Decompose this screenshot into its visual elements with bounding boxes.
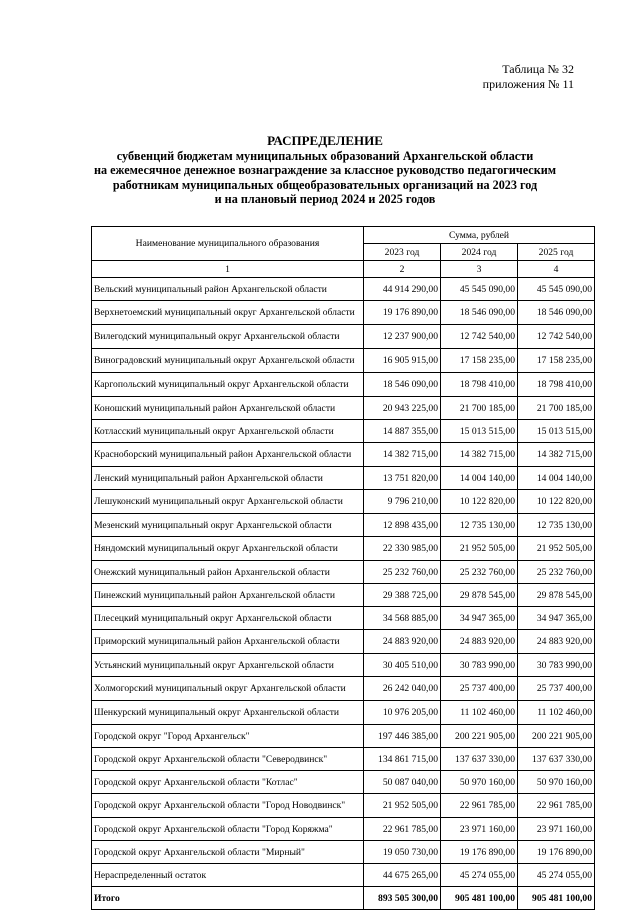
amount-2024: 15 013 515,00: [441, 420, 518, 443]
table-row: [92, 349, 595, 373]
amount-2024: 12 742 540,00: [441, 325, 518, 349]
amount-2024: 17 158 235,00: [441, 349, 518, 373]
municipality-name: Городской округ Архангельской области "Мирный": [92, 841, 364, 864]
total-2024: 905 481 100,00: [441, 887, 518, 910]
amount-2023: 14 887 355,00: [364, 420, 441, 443]
table-row: [92, 325, 595, 349]
amount-2023: 19 176 890,00: [364, 301, 441, 325]
municipality-name: Плесецкий муниципальный округ Архангельской области: [92, 607, 364, 630]
table-row: [92, 397, 595, 420]
municipality-name: Пинежский муниципальный район Архангельской области: [92, 584, 364, 607]
amount-2024: 29 878 545,00: [441, 584, 518, 607]
amount-2023: 26 242 040,00: [364, 677, 441, 701]
amount-2024: 10 122 820,00: [441, 490, 518, 514]
amount-2023: 16 905 915,00: [364, 349, 441, 373]
table-row: [92, 490, 595, 514]
municipality-name: Нераспределенный остаток: [92, 864, 364, 887]
table-row: [92, 537, 595, 561]
table-row: [92, 278, 595, 301]
amount-2024: 19 176 890,00: [441, 841, 518, 864]
municipality-name: Устьянский муниципальный округ Архангельской области: [92, 654, 364, 677]
amount-2023: 34 568 885,00: [364, 607, 441, 630]
table-row: [92, 373, 595, 397]
amount-2023: 44 675 265,00: [364, 864, 441, 887]
amount-2024: 18 798 410,00: [441, 373, 518, 397]
amount-2024: 23 971 160,00: [441, 818, 518, 841]
table-row: [92, 654, 595, 677]
amount-2024: 34 947 365,00: [441, 607, 518, 630]
municipality-name: Городской округ Архангельской области "Котлас": [92, 771, 364, 794]
amount-2025: 14 382 715,00: [518, 443, 595, 467]
table-row: [92, 841, 595, 864]
amount-2023: 12 237 900,00: [364, 325, 441, 349]
table-row: [92, 677, 595, 701]
amount-2025: 14 004 140,00: [518, 467, 595, 490]
amount-2023: 29 388 725,00: [364, 584, 441, 607]
column-header-year-2024: 2024 год: [441, 244, 518, 261]
amount-2025: 34 947 365,00: [518, 607, 595, 630]
title-heading: РАСПРЕДЕЛЕНИЕ: [267, 133, 383, 148]
table-row: [92, 607, 595, 630]
total-2023: 893 505 300,00: [364, 887, 441, 910]
amount-2024: 14 382 715,00: [441, 443, 518, 467]
title-line-4: и на плановый период 2024 и 2025 годов: [214, 192, 436, 206]
title-line-1: субвенций бюджетам муниципальных образований Архангельской области: [116, 148, 534, 163]
column-number: 1: [92, 261, 364, 278]
table-row: [92, 771, 595, 794]
title-line-2: на ежемесячное денежное вознаграждение за классное руководство педагогическим: [93, 163, 557, 177]
amount-2025: 11 102 460,00: [518, 701, 595, 725]
municipality-name: Каргопольский муниципальный округ Архангельской области: [92, 373, 364, 397]
appendix-number: приложения № 11: [482, 77, 574, 91]
municipality-name: Коношский муниципальный район Архангельской области: [92, 397, 364, 420]
total-row: [92, 887, 595, 910]
table-row: [92, 584, 595, 607]
distribution-table: [91, 226, 595, 910]
column-header-year-2025: 2025 год: [518, 244, 595, 261]
amount-2023: 20 943 225,00: [364, 397, 441, 420]
amount-2024: 137 637 330,00: [441, 748, 518, 771]
municipality-name: Вельский муниципальный район Архангельской области: [92, 278, 364, 301]
table-row: [92, 443, 595, 467]
amount-2023: 25 232 760,00: [364, 561, 441, 584]
amount-2025: 29 878 545,00: [518, 584, 595, 607]
amount-2023: 44 914 290,00: [364, 278, 441, 301]
amount-2025: 22 961 785,00: [518, 794, 595, 818]
amount-2024: 21 700 185,00: [441, 397, 518, 420]
amount-2023: 10 976 205,00: [364, 701, 441, 725]
title-line-3: работникам муниципальных общеобразовательных организаций на 2023 год: [112, 177, 538, 192]
municipality-name: Вилегодский муниципальный округ Архангельской области: [92, 325, 364, 349]
amount-2024: 45 545 090,00: [441, 278, 518, 301]
column-header-year-2023: 2023 год: [364, 244, 441, 261]
amount-2024: 200 221 905,00: [441, 725, 518, 748]
amount-2025: 24 883 920,00: [518, 630, 595, 654]
amount-2025: 19 176 890,00: [518, 841, 595, 864]
table-row: [92, 467, 595, 490]
amount-2025: 15 013 515,00: [518, 420, 595, 443]
column-number: 3: [441, 261, 518, 278]
amount-2023: 19 050 730,00: [364, 841, 441, 864]
amount-2023: 18 546 090,00: [364, 373, 441, 397]
municipality-name: Ленский муниципальный район Архангельской области: [92, 467, 364, 490]
amount-2025: 21 700 185,00: [518, 397, 595, 420]
municipality-name: Холмогорский муниципальный округ Архангельской области: [92, 677, 364, 701]
table-row: [92, 818, 595, 841]
amount-2025: 25 232 760,00: [518, 561, 595, 584]
amount-2023: 24 883 920,00: [364, 630, 441, 654]
amount-2024: 45 274 055,00: [441, 864, 518, 887]
amount-2023: 12 898 435,00: [364, 514, 441, 537]
municipality-name: Городской округ "Город Архангельск": [92, 725, 364, 748]
amount-2024: 50 970 160,00: [441, 771, 518, 794]
municipality-name: Верхнетоемский муниципальный округ Архангельской области: [92, 301, 364, 325]
amount-2025: 21 952 505,00: [518, 537, 595, 561]
amount-2023: 9 796 210,00: [364, 490, 441, 514]
amount-2024: 22 961 785,00: [441, 794, 518, 818]
amount-2024: 25 232 760,00: [441, 561, 518, 584]
amount-2023: 13 751 820,00: [364, 467, 441, 490]
table-row: [92, 864, 595, 887]
amount-2023: 197 446 385,00: [364, 725, 441, 748]
table-row: [92, 420, 595, 443]
column-number: 4: [518, 261, 595, 278]
municipality-name: Онежский муниципальный район Архангельской области: [92, 561, 364, 584]
amount-2024: 11 102 460,00: [441, 701, 518, 725]
table-row: [92, 630, 595, 654]
amount-2024: 21 952 505,00: [441, 537, 518, 561]
amount-2024: 24 883 920,00: [441, 630, 518, 654]
amount-2025: 45 274 055,00: [518, 864, 595, 887]
amount-2025: 25 737 400,00: [518, 677, 595, 701]
table-row: [92, 701, 595, 725]
amount-2024: 30 783 990,00: [441, 654, 518, 677]
amount-2025: 50 970 160,00: [518, 771, 595, 794]
amount-2023: 14 382 715,00: [364, 443, 441, 467]
amount-2025: 10 122 820,00: [518, 490, 595, 514]
amount-2023: 21 952 505,00: [364, 794, 441, 818]
amount-2024: 12 735 130,00: [441, 514, 518, 537]
municipality-name: Котласский муниципальный округ Архангельской области: [92, 420, 364, 443]
amount-2023: 50 087 040,00: [364, 771, 441, 794]
amount-2025: 137 637 330,00: [518, 748, 595, 771]
municipality-name: Мезенский муниципальный округ Архангельской области: [92, 514, 364, 537]
municipality-name: Городской округ Архангельской области "Город Новодвинск": [92, 794, 364, 818]
amount-2025: 200 221 905,00: [518, 725, 595, 748]
municipality-name: Городской округ Архангельской области "Северодвинск": [92, 748, 364, 771]
amount-2025: 30 783 990,00: [518, 654, 595, 677]
amount-2025: 12 735 130,00: [518, 514, 595, 537]
column-header-name: Наименование муниципального образования: [92, 227, 364, 261]
total-2025: 905 481 100,00: [518, 887, 595, 910]
document-title: [70, 134, 580, 207]
table-row: [92, 301, 595, 325]
amount-2023: 30 405 510,00: [364, 654, 441, 677]
table-row: [92, 514, 595, 537]
amount-2023: 22 961 785,00: [364, 818, 441, 841]
amount-2025: 23 971 160,00: [518, 818, 595, 841]
amount-2024: 25 737 400,00: [441, 677, 518, 701]
total-label: Итого: [92, 887, 364, 910]
amount-2023: 22 330 985,00: [364, 537, 441, 561]
column-number: 2: [364, 261, 441, 278]
municipality-name: Красноборский муниципальный район Архангельской области: [92, 443, 364, 467]
amount-2025: 18 798 410,00: [518, 373, 595, 397]
table-row: [92, 794, 595, 818]
municipality-name: Шенкурский муниципальный округ Архангельской области: [92, 701, 364, 725]
table-row: [92, 561, 595, 584]
municipality-name: Няндомский муниципальный округ Архангельской области: [92, 537, 364, 561]
amount-2025: 12 742 540,00: [518, 325, 595, 349]
table-number: Таблица № 32: [502, 62, 574, 76]
municipality-name: Городской округ Архангельской области "Город Коряжма": [92, 818, 364, 841]
amount-2024: 14 004 140,00: [441, 467, 518, 490]
amount-2024: 18 546 090,00: [441, 301, 518, 325]
municipality-name: Лешуконский муниципальный округ Архангельской области: [92, 490, 364, 514]
table-reference: [483, 62, 574, 92]
municipality-name: Приморский муниципальный район Архангельской области: [92, 630, 364, 654]
amount-2025: 17 158 235,00: [518, 349, 595, 373]
amount-2025: 45 545 090,00: [518, 278, 595, 301]
amount-2023: 134 861 715,00: [364, 748, 441, 771]
column-header-sum: Сумма, рублей: [364, 227, 595, 244]
municipality-name: Виноградовский муниципальный округ Архангельской области: [92, 349, 364, 373]
amount-2025: 18 546 090,00: [518, 301, 595, 325]
table-row: [92, 748, 595, 771]
table-row: [92, 725, 595, 748]
